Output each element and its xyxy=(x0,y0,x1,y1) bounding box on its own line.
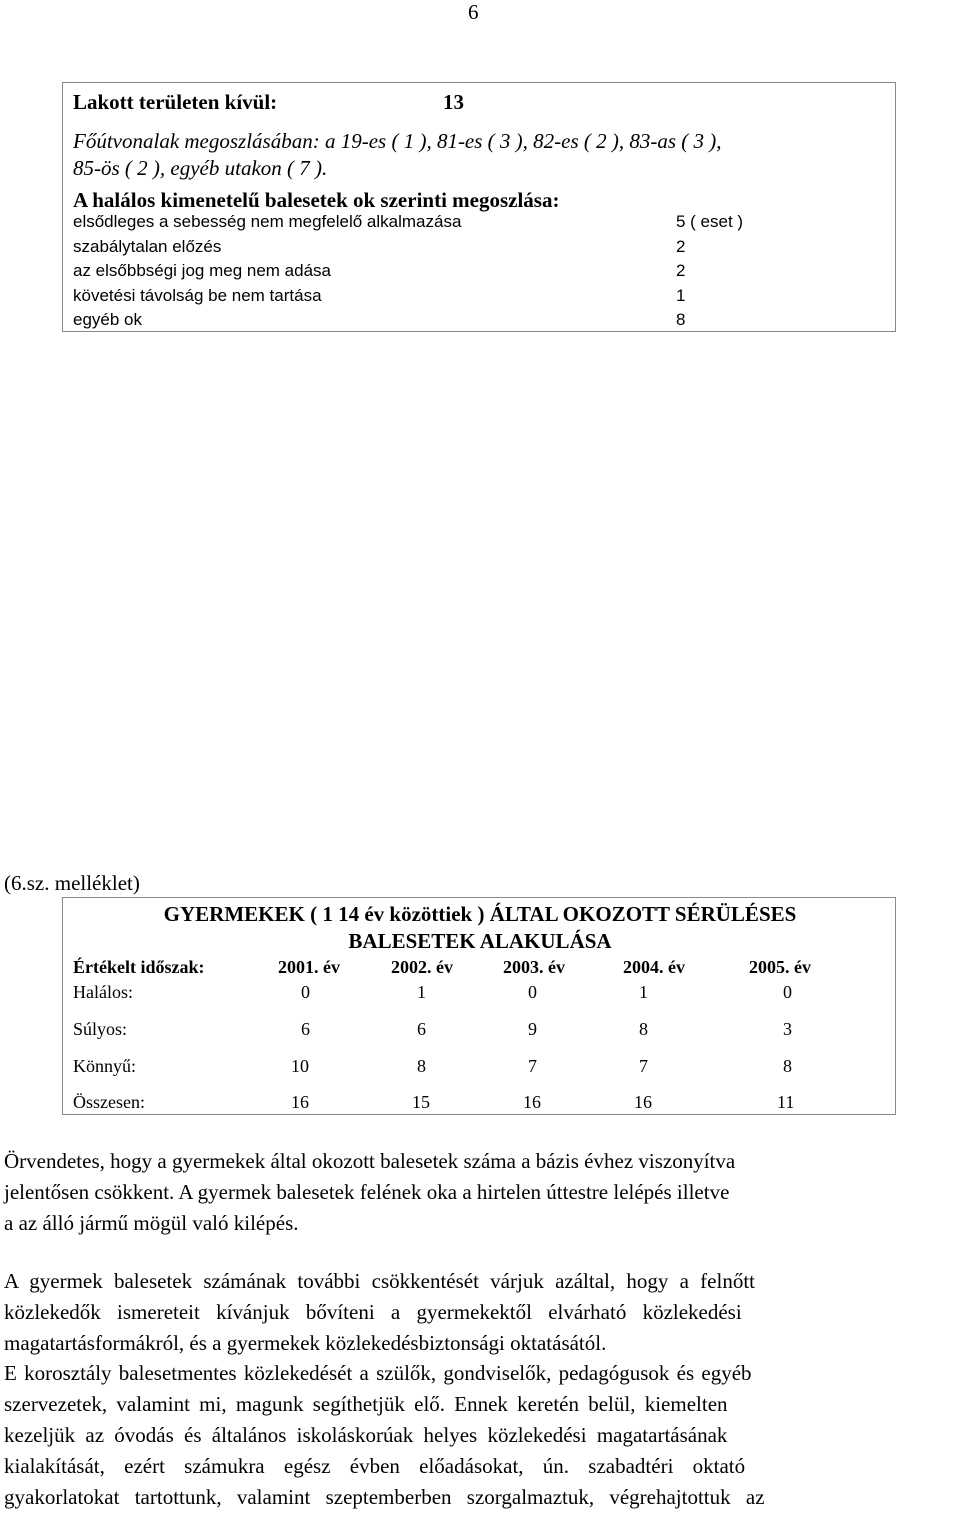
fatal-accidents-box xyxy=(62,82,896,332)
paragraph-line: kezeljük az óvodás és általános iskoláskorúak helyes közlekedési magatartásának xyxy=(4,1423,728,1447)
annex-label: (6.sz. melléklet) xyxy=(4,871,140,895)
row-label: Összesen: xyxy=(73,1092,145,1112)
period-label: Értékelt időszak: xyxy=(73,957,205,977)
year-header: 2003. év xyxy=(503,957,565,977)
paragraph-line: gyakorlatokat tartottunk, valamint szeptemberben szorgalmaztuk, végrehajtottuk az xyxy=(4,1485,765,1509)
paragraph-line: a az álló jármű mögül való kilépés. xyxy=(4,1211,299,1235)
cause-count: 8 xyxy=(676,310,686,329)
cause-count: 5 ( eset ) xyxy=(676,212,744,231)
main-roads-breakdown xyxy=(73,128,873,182)
cause-count: 1 xyxy=(676,286,686,305)
paragraph-line: magatartásformákról, és a gyermekek közlekedésbiztonsági oktatásától. xyxy=(4,1331,607,1355)
year-header: 2001. év xyxy=(278,957,340,977)
table-cell: 0 xyxy=(528,982,537,1002)
year-header: 2004. év xyxy=(623,957,685,977)
paragraph-adult-education xyxy=(4,1266,955,1359)
table-cell: 8 xyxy=(417,1056,426,1076)
main-roads-line-2: 85-ös ( 2 ), egyéb utakon ( 7 ). xyxy=(73,156,328,180)
table-cell: 1 xyxy=(639,982,648,1002)
paragraph-line: E korosztály balesetmentes közlekedését a szülők, gondviselők, pedagógusok és egyéb xyxy=(4,1361,752,1385)
table-cell: 10 xyxy=(291,1056,309,1076)
outside-settlement-value: 13 xyxy=(443,90,464,114)
table-cell: 1 xyxy=(417,982,426,1002)
table-title xyxy=(63,901,897,955)
table-cell: 16 xyxy=(523,1092,541,1112)
paragraph-line: jelentősen csökkent. A gyermek balesetek felének oka a hirtelen úttestre lelépés illetve xyxy=(4,1180,730,1204)
row-label: Súlyos: xyxy=(73,1019,128,1039)
table-cell: 7 xyxy=(528,1056,537,1076)
cause-label: elsődleges a sebesség nem megfelelő alkalmazása xyxy=(73,212,462,231)
cause-count: 2 xyxy=(676,237,686,256)
cause-label: követési távolság be nem tartása xyxy=(73,286,322,305)
table-cell: 6 xyxy=(301,1019,310,1039)
child-accidents-table xyxy=(62,897,896,1115)
table-cell: 6 xyxy=(417,1019,426,1039)
row-label: Halálos: xyxy=(73,982,133,1002)
paragraph-line: Örvendetes, hogy a gyermekek által okozott balesetek száma a bázis évhez viszonyítva xyxy=(4,1149,736,1173)
page-number: 6 xyxy=(468,0,479,24)
table-title-line-2: BALESETEK ALAKULÁSA xyxy=(348,929,612,953)
paragraph-line: kialakítását, ezért számukra egész évben előadásokat, ún. szabadtéri oktató xyxy=(4,1454,746,1478)
cause-label: szabálytalan előzés xyxy=(73,237,222,256)
paragraph-line: közlekedők ismereteit kívánjuk bővíteni a gyermekektől elvárható közlekedési xyxy=(4,1300,742,1324)
cause-count: 2 xyxy=(676,261,686,280)
table-cell: 16 xyxy=(634,1092,652,1112)
cause-label: egyéb ok xyxy=(73,310,142,329)
table-cell: 0 xyxy=(301,982,310,1002)
table-cell: 9 xyxy=(528,1019,537,1039)
table-cell: 15 xyxy=(412,1092,430,1112)
table-cell: 3 xyxy=(783,1019,792,1039)
paragraph-decrease xyxy=(4,1146,955,1239)
table-cell: 11 xyxy=(777,1092,795,1112)
paragraph-line: szervezetek, valamint mi, magunk segíthetjük elő. Ennek keretén belül, kiemelten xyxy=(4,1392,728,1416)
paragraph-line: A gyermek balesetek számának további csökkentését várjuk azáltal, hogy a felnőtt xyxy=(4,1269,756,1293)
table-cell: 8 xyxy=(639,1019,648,1039)
table-cell: 0 xyxy=(783,982,792,1002)
cause-label: az elsőbbségi jog meg nem adása xyxy=(73,261,331,280)
table-cell: 7 xyxy=(639,1056,648,1076)
year-header: 2002. év xyxy=(391,957,453,977)
table-cell: 8 xyxy=(783,1056,792,1076)
outside-settlement-label: Lakott területen kívül: xyxy=(73,90,278,114)
year-header: 2005. év xyxy=(749,957,811,977)
table-title-line-1: GYERMEKEK ( 1 14 év közöttiek ) ÁLTAL OKOZOTT SÉRÜLÉSES xyxy=(163,902,797,926)
paragraph-age-group xyxy=(4,1358,955,1513)
table-cell: 16 xyxy=(291,1092,309,1112)
main-roads-line-1: Főútvonalak megoszlásában: a 19-es ( 1 ), 81-es ( 3 ), 82-es ( 2 ), 83-as ( 3 ), xyxy=(73,129,722,153)
row-label: Könnyű: xyxy=(73,1056,136,1076)
causes-heading: A halálos kimenetelű balesetek ok szerinti megoszlása: xyxy=(73,188,560,212)
